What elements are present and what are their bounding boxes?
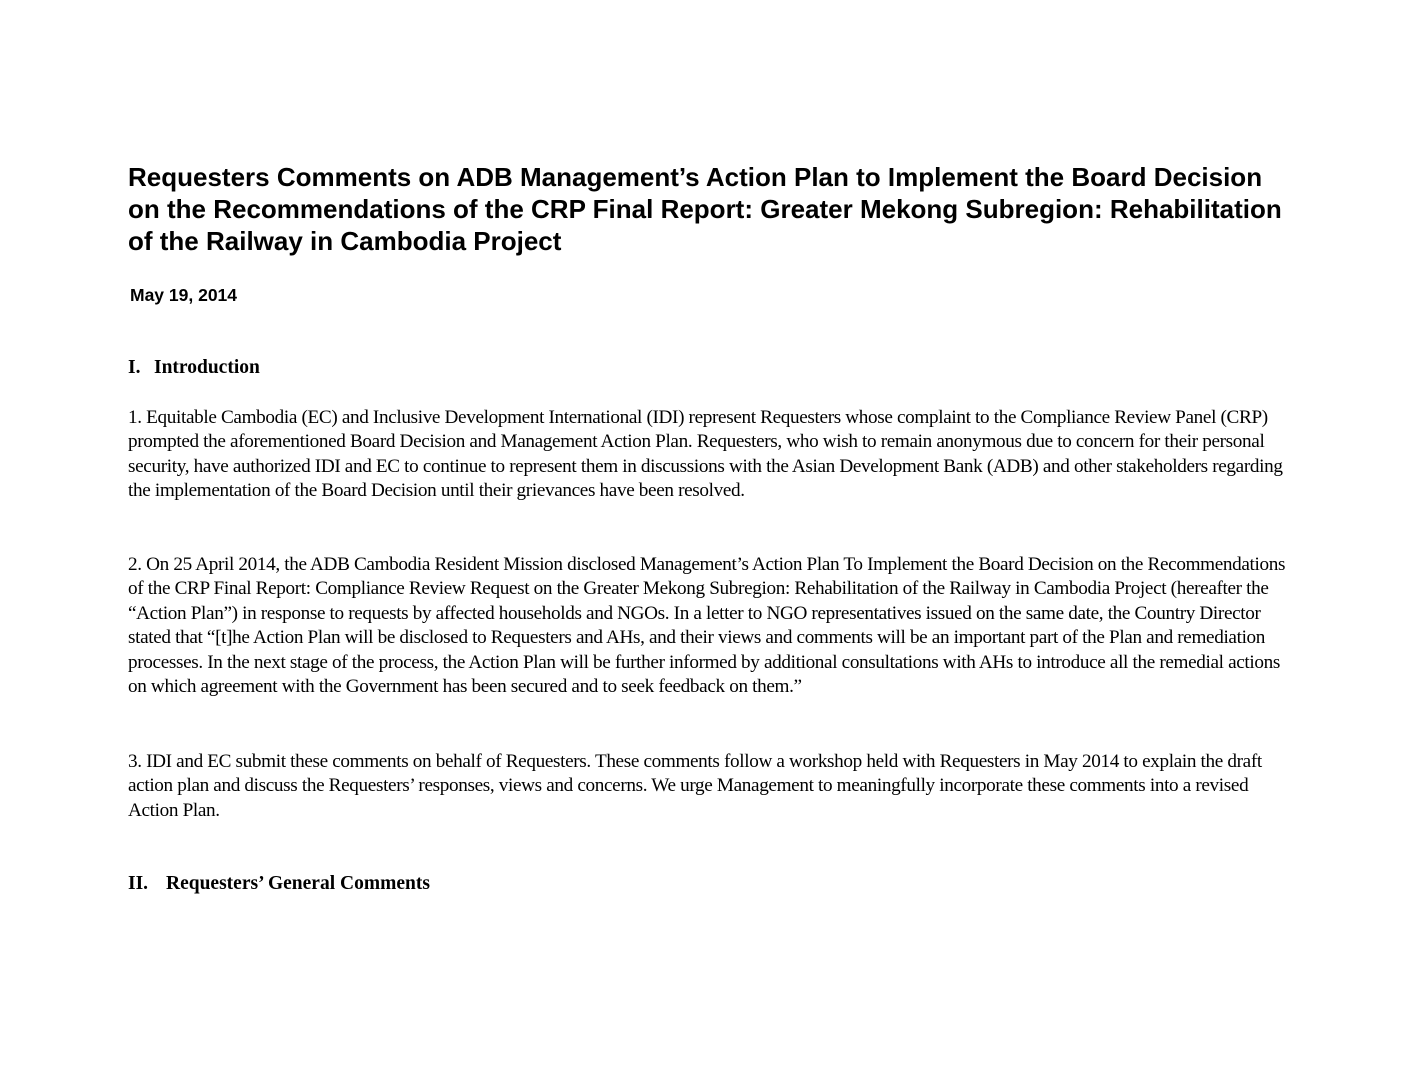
section-number: I. bbox=[128, 357, 141, 378]
section-title: Requesters’ General Comments bbox=[166, 873, 430, 894]
paragraph-1: 1. Equitable Cambodia (EC) and Inclusive Development International (IDI) represent Requesters whose complaint to the Compliance Review Panel (CRP) prompted the aforementioned Board Decision and Management Action Plan. Requesters, who wish to remain anonymous due to concern for their personal security, have authorized IDI and EC to continue to represent them in discussions with the Asian Development Bank (ADB) and other stakeholders regarding the implementation of the Board Decision until their grievances have been resolved. bbox=[128, 407, 1283, 502]
paragraph-3: 3. IDI and EC submit these comments on behalf of Requesters. These comments follow a workshop held with Requesters in May 2014 to explain the draft action plan and discuss the Requesters’ responses, views and concerns. We urge Management to meaningfully incorporate these comments into a revised Action Plan. bbox=[128, 751, 1262, 821]
section-heading-introduction bbox=[128, 356, 260, 380]
section-number: II. bbox=[128, 873, 149, 894]
document-date: May 19, 2014 bbox=[130, 285, 238, 305]
section-title: Introduction bbox=[154, 357, 260, 378]
document-title: Requesters Comments on ADB Management’s Action Plan to Implement the Board Decision on the Recommendations of the CRP Final Report: Greater Mekong Subregion: Rehabilitation of the Railway in Cambodia Project bbox=[128, 162, 1282, 256]
section-heading-general-comments bbox=[128, 872, 430, 896]
paragraph-2: 2. On 25 April 2014, the ADB Cambodia Resident Mission disclosed Management’s Action Plan To Implement the Board Decision on the Recommendations of the CRP Final Report: Compliance Review Request on the Greater Mekong Subregion: Rehabilitation of the Railway in Cambodia Project (hereafter the “Action Plan”) in response to requests by affected households and NGOs. In a letter to NGO representatives issued on the same date, the Country Director stated that “[t]he Action Plan will be disclosed to Requesters and AHs, and their views and comments will be an important part of the Plan and remediation processes. In the next stage of the process, the Action Plan will be further informed by additional consultations with AHs to introduce all the remedial actions on which agreement with the Government has been secured and to seek feedback on them.” bbox=[128, 554, 1286, 698]
